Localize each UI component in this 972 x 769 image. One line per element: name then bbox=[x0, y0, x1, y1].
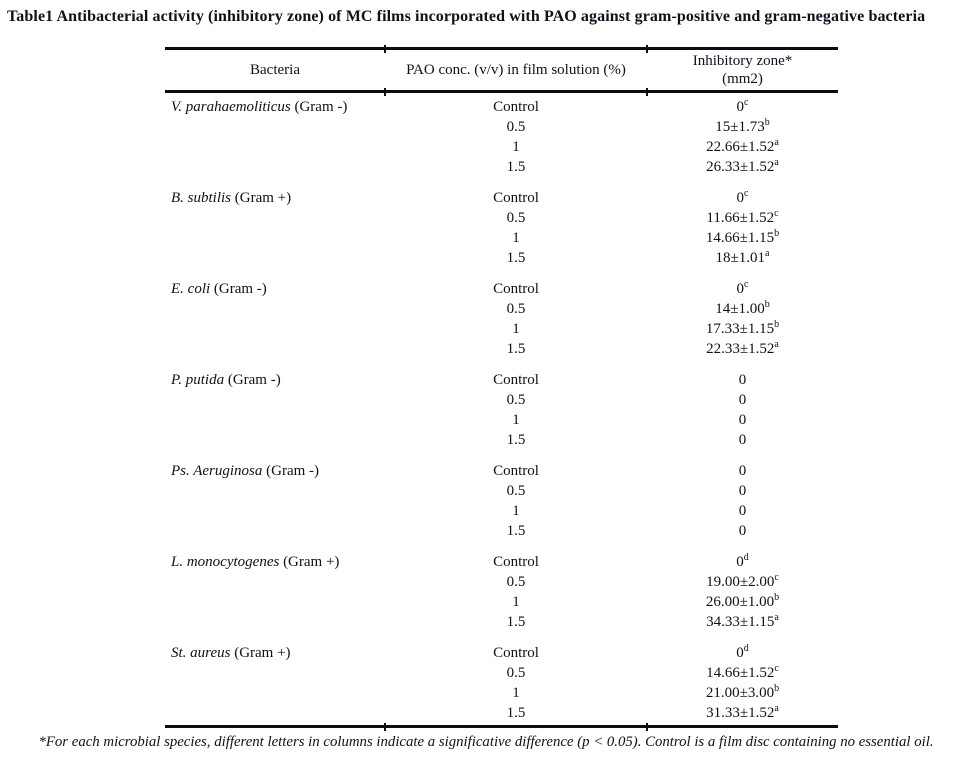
column-divider-tick bbox=[646, 88, 648, 96]
conc-cell: 0.5 bbox=[506, 210, 526, 226]
bacteria-section bbox=[165, 643, 838, 723]
conc-cell: 1.5 bbox=[506, 614, 526, 630]
zone-cell: 0 bbox=[738, 503, 747, 519]
header-inhibitory-zone-line2: (mm2) bbox=[722, 71, 763, 87]
bacteria-cell bbox=[165, 552, 385, 572]
conc-cell: Control bbox=[493, 372, 539, 388]
table-row bbox=[165, 117, 838, 137]
column-divider-tick bbox=[646, 45, 648, 53]
column-divider-tick bbox=[384, 723, 386, 731]
table-row bbox=[165, 410, 838, 430]
table-row bbox=[165, 137, 838, 157]
zone-cell: 0 bbox=[738, 392, 747, 408]
header-inhibitory-zone-line1: Inhibitory zone* bbox=[692, 53, 793, 69]
significance-letter: b bbox=[764, 117, 770, 128]
table-row bbox=[165, 663, 838, 683]
column-divider-tick bbox=[384, 45, 386, 53]
zone-cell: 11.66±1.52$^c$ bbox=[706, 208, 779, 226]
table-row bbox=[165, 228, 838, 248]
bacteria-name: B. subtilis bbox=[171, 190, 232, 206]
conc-cell: 1.5 bbox=[506, 341, 526, 357]
zone-cell: 0$^c$ bbox=[736, 188, 749, 206]
table-row bbox=[165, 643, 838, 663]
conc-cell: Control bbox=[493, 554, 539, 570]
significance-letter: c bbox=[774, 572, 779, 583]
zone-cell: 26.00±1.00$^b$ bbox=[705, 592, 780, 610]
table-row bbox=[165, 248, 838, 268]
bacteria-section bbox=[165, 552, 838, 632]
conc-cell: 1 bbox=[512, 321, 520, 337]
bacteria-cell bbox=[165, 319, 385, 339]
bacteria-cell bbox=[165, 481, 385, 501]
significance-letter: a bbox=[765, 248, 770, 259]
zone-cell: 19.00±2.00$^c$ bbox=[706, 572, 779, 590]
bacteria-cell bbox=[165, 370, 385, 390]
zone-cell: 14±1.00$^b$ bbox=[715, 299, 770, 317]
zone-cell: 22.33±1.52$^a$ bbox=[706, 339, 779, 357]
significance-letter: d bbox=[743, 552, 749, 563]
gram-label: (Gram +) bbox=[279, 554, 340, 570]
bacteria-cell bbox=[165, 299, 385, 319]
bacteria-cell bbox=[165, 703, 385, 723]
table-row bbox=[165, 299, 838, 319]
zone-cell: 14.66±1.52$^c$ bbox=[706, 663, 779, 681]
significance-letter: a bbox=[774, 612, 779, 623]
table-header-row bbox=[165, 50, 838, 90]
zone-cell: 18±1.01$^a$ bbox=[715, 248, 770, 266]
conc-cell: 1.5 bbox=[506, 432, 526, 448]
zone-cell: 0 bbox=[738, 432, 747, 448]
table-row bbox=[165, 703, 838, 723]
bacteria-section bbox=[165, 461, 838, 541]
column-divider-tick bbox=[646, 723, 648, 731]
zone-cell: 14.66±1.15$^b$ bbox=[705, 228, 780, 246]
bacteria-cell bbox=[165, 228, 385, 248]
bacteria-cell bbox=[165, 521, 385, 541]
zone-cell: 34.33±1.15$^a$ bbox=[706, 612, 779, 630]
bacteria-cell bbox=[165, 663, 385, 683]
gram-label: (Gram -) bbox=[290, 99, 348, 115]
bacteria-cell bbox=[165, 117, 385, 137]
column-divider-tick bbox=[384, 88, 386, 96]
zone-cell: 0 bbox=[738, 372, 747, 388]
significance-letter: b bbox=[774, 592, 780, 603]
bacteria-cell bbox=[165, 461, 385, 481]
bacteria-cell bbox=[165, 501, 385, 521]
conc-cell: Control bbox=[493, 99, 539, 115]
conc-cell: 1 bbox=[512, 230, 520, 246]
zone-cell: 21.00±3.00$^b$ bbox=[705, 683, 780, 701]
conc-cell: 0.5 bbox=[506, 665, 526, 681]
zone-cell: 0 bbox=[738, 463, 747, 479]
header-pao-conc: PAO conc. (v/v) in film solution (%) bbox=[406, 62, 626, 78]
bacteria-cell bbox=[165, 410, 385, 430]
bacteria-cell bbox=[165, 390, 385, 410]
bacteria-cell bbox=[165, 612, 385, 632]
header-bottom-rule bbox=[165, 90, 838, 93]
bacteria-cell bbox=[165, 208, 385, 228]
bacteria-name: P. putida bbox=[171, 372, 225, 388]
bacteria-cell bbox=[165, 188, 385, 208]
conc-cell: 1.5 bbox=[506, 523, 526, 539]
table-body bbox=[165, 93, 838, 725]
bacteria-name: E. coli bbox=[171, 281, 211, 297]
table-row bbox=[165, 279, 838, 299]
conc-cell: 1 bbox=[512, 412, 520, 428]
table-title: Table1 Antibacterial activity (inhibitory zone) of MC films incorporated with PAO against gram-positive and gram-negative bacteria bbox=[7, 8, 926, 25]
bacteria-cell bbox=[165, 279, 385, 299]
zone-cell: 0$^c$ bbox=[736, 279, 749, 297]
conc-cell: Control bbox=[493, 281, 539, 297]
significance-letter: c bbox=[744, 188, 749, 199]
table-row bbox=[165, 97, 838, 117]
significance-letter: c bbox=[774, 208, 779, 219]
table-row bbox=[165, 339, 838, 359]
bacteria-cell bbox=[165, 157, 385, 177]
conc-cell: Control bbox=[493, 190, 539, 206]
table-row bbox=[165, 592, 838, 612]
significance-letter: c bbox=[744, 279, 749, 290]
table-bottom-rule bbox=[165, 725, 838, 728]
table-row bbox=[165, 461, 838, 481]
zone-cell: 17.33±1.15$^b$ bbox=[705, 319, 780, 337]
table-row bbox=[165, 188, 838, 208]
table-row bbox=[165, 501, 838, 521]
conc-cell: 0.5 bbox=[506, 392, 526, 408]
significance-letter: d bbox=[743, 643, 749, 654]
zone-cell: 0$^d$ bbox=[736, 643, 749, 661]
significance-letter: a bbox=[774, 137, 779, 148]
significance-letter: c bbox=[744, 97, 749, 108]
significance-letter: b bbox=[764, 299, 770, 310]
bacteria-cell bbox=[165, 643, 385, 663]
conc-cell: 1 bbox=[512, 685, 520, 701]
header-bacteria: Bacteria bbox=[250, 62, 300, 78]
table-row bbox=[165, 157, 838, 177]
conc-cell: 1 bbox=[512, 139, 520, 155]
table-row bbox=[165, 572, 838, 592]
bacteria-cell bbox=[165, 592, 385, 612]
header-inhibitory-zone bbox=[647, 50, 838, 90]
conc-cell: Control bbox=[493, 463, 539, 479]
conc-cell: Control bbox=[493, 645, 539, 661]
table-row bbox=[165, 319, 838, 339]
bacteria-name: Ps. Aeruginosa bbox=[171, 463, 263, 479]
bacteria-name: St. aureus bbox=[171, 645, 231, 661]
zone-cell: 0$^c$ bbox=[736, 97, 749, 115]
bacteria-cell bbox=[165, 248, 385, 268]
conc-cell: 1 bbox=[512, 503, 520, 519]
bacteria-cell bbox=[165, 137, 385, 157]
bacteria-section bbox=[165, 188, 838, 268]
table-row bbox=[165, 430, 838, 450]
table-row bbox=[165, 370, 838, 390]
zone-cell: 0 bbox=[738, 523, 747, 539]
conc-cell: 0.5 bbox=[506, 483, 526, 499]
bacteria-cell bbox=[165, 430, 385, 450]
conc-cell: 0.5 bbox=[506, 119, 526, 135]
significance-letter: b bbox=[774, 683, 780, 694]
significance-letter: c bbox=[774, 663, 779, 674]
gram-label: (Gram -) bbox=[224, 372, 281, 388]
bacteria-section bbox=[165, 279, 838, 359]
table-row bbox=[165, 390, 838, 410]
table-row bbox=[165, 552, 838, 572]
bacteria-name: L. monocytogenes bbox=[171, 554, 280, 570]
table-top-rule bbox=[165, 47, 838, 50]
significance-letter: b bbox=[774, 319, 780, 330]
conc-cell: 0.5 bbox=[506, 301, 526, 317]
table-row bbox=[165, 612, 838, 632]
significance-letter: a bbox=[774, 703, 779, 714]
zone-cell: 31.33±1.52$^a$ bbox=[706, 703, 779, 721]
zone-cell: 15±1.73$^b$ bbox=[715, 117, 770, 135]
gram-label: (Gram +) bbox=[230, 645, 291, 661]
table-row bbox=[165, 481, 838, 501]
conc-cell: 1 bbox=[512, 594, 520, 610]
zone-cell: 0$^d$ bbox=[736, 552, 749, 570]
bacteria-cell bbox=[165, 339, 385, 359]
bacteria-section bbox=[165, 97, 838, 177]
bacteria-cell bbox=[165, 97, 385, 117]
table-row bbox=[165, 683, 838, 703]
significance-letter: a bbox=[774, 339, 779, 350]
bacteria-cell bbox=[165, 572, 385, 592]
table-footnote: *For each microbial species, different letters in columns indicate a significative difference (p < 0.05). Control is a film disc containing no essential oil. bbox=[38, 734, 934, 750]
zone-cell: 22.66±1.52$^a$ bbox=[706, 137, 779, 155]
bacteria-section bbox=[165, 370, 838, 450]
conc-cell: 1.5 bbox=[506, 250, 526, 266]
gram-label: (Gram -) bbox=[262, 463, 320, 479]
data-table bbox=[165, 47, 838, 728]
zone-cell: 26.33±1.52$^a$ bbox=[706, 157, 779, 175]
gram-label: (Gram -) bbox=[210, 281, 267, 297]
significance-letter: a bbox=[774, 157, 779, 168]
table-row bbox=[165, 208, 838, 228]
conc-cell: 0.5 bbox=[506, 574, 526, 590]
zone-cell: 0 bbox=[738, 412, 747, 428]
table-row bbox=[165, 521, 838, 541]
zone-cell: 0 bbox=[738, 483, 747, 499]
conc-cell: 1.5 bbox=[506, 159, 526, 175]
gram-label: (Gram +) bbox=[231, 190, 292, 206]
bacteria-name: V. parahaemoliticus bbox=[171, 99, 291, 115]
conc-cell: 1.5 bbox=[506, 705, 526, 721]
significance-letter: b bbox=[774, 228, 780, 239]
bacteria-cell bbox=[165, 683, 385, 703]
